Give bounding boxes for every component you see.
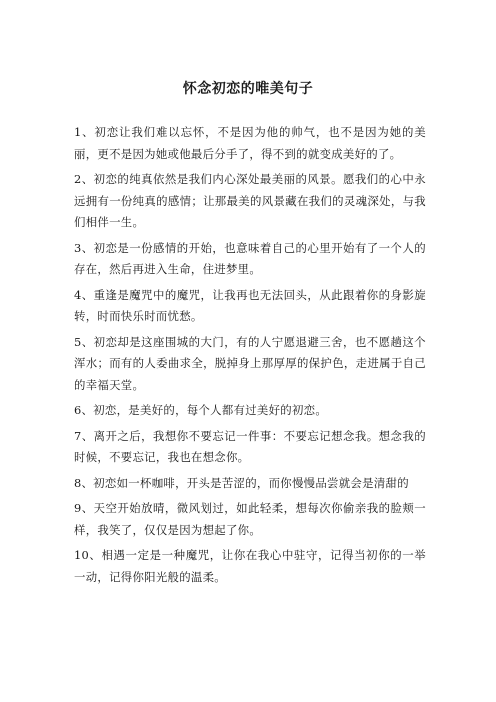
document-title: 怀念初恋的唯美句子	[182, 81, 314, 97]
list-item-9: 9、天空开始放晴，微风划过，如此轻柔，想每次你偷亲我的脸颊一样，我笑了，仅仅是因为想起了你。	[74, 501, 426, 537]
list-item-1: 1、初恋让我们难以忘怀，不是因为他的帅气，也不是因为她的美丽，更不是因为她或他最后分手了，得不到的就变成美好的了。	[74, 125, 426, 161]
list-item-4: 4、重逢是魔咒中的魔咒，让我再也无法回头，从此跟着你的身影旋转，时而快乐时而忧愁。	[74, 287, 426, 323]
document-body	[74, 122, 426, 592]
list-item-7: 7、离开之后，我想你不要忘记一件事：不要忘记想念我。想念我的时候，不要忘记，我也在想念你。	[74, 428, 426, 464]
list-item-8: 8、初恋如一杯咖啡，开头是苦涩的，而你慢慢品尝就会是清甜的	[74, 475, 409, 490]
list-item-6: 6、初恋，是美好的，每个人都有过美好的初恋。	[74, 403, 328, 417]
list-item-10: 10、相遇一定是一种魔咒，让你在我心中驻守，记得当初你的一举一动，记得你阳光般的温柔。	[74, 548, 426, 584]
list-item-3: 3、初恋是一份感情的开始，也意味着自己的心里开始有了一个人的存在，然后再进入生命，住进梦里。	[74, 240, 426, 276]
list-item-2: 2、初恋的纯真依然是我们内心深处最美丽的风景。愿我们的心中永远拥有一份纯真的感情；让那最美的风景藏在我们的灵魂深处，与我们相伴一生。	[74, 172, 426, 229]
list-item-5: 5、初恋却是这座围城的大门，有的人宁愿退避三舍，也不愿趟这个浑水；而有的人委曲求全，脱掉身上那厚厚的保护色，走进属于自己的幸福天堂。	[74, 334, 426, 392]
